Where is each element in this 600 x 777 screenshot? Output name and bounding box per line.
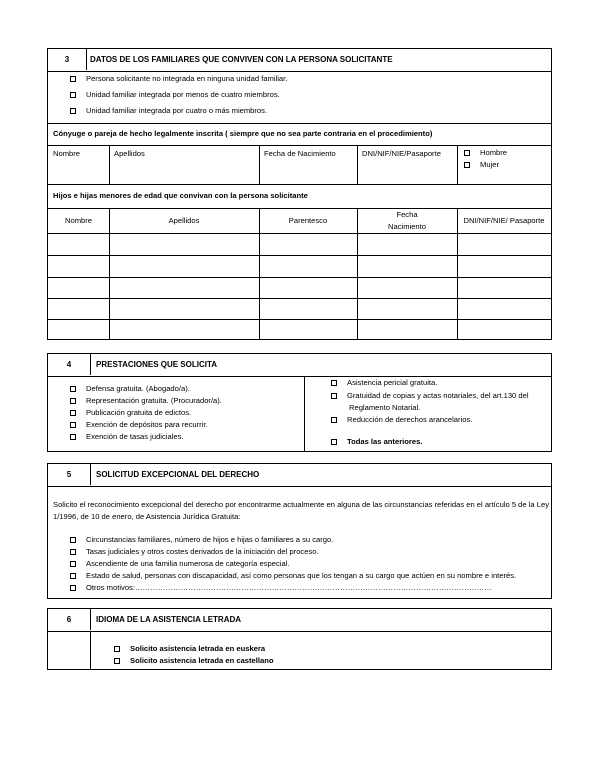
checkbox[interactable] [70, 434, 76, 440]
option-pericial[interactable]: Asistencia pericial gratuita. [331, 378, 437, 387]
checkbox[interactable] [70, 92, 76, 98]
section-number: 3 [48, 49, 87, 70]
section-title: DATOS DE LOS FAMILIARES QUE CONVIVEN CON LA PERSONA SOLICITANTE [90, 55, 393, 64]
option-no-family[interactable]: Persona solicitante no integrada en ninguna unidad familiar. [70, 74, 287, 83]
section-5-intro-1: Solicito el reconocimiento excepcional del derecho por encontrarme actualmente en alguna de las circunstancias referidas en el artículo 5 de la Ley [53, 500, 549, 509]
option-salud[interactable]: Estado de salud, personas con discapacidad, así como personas que los tengan a su cargo que actúen en su nombre e interés. [70, 571, 516, 580]
children-col-fecha: Fecha Nacimiento [388, 210, 426, 231]
section-title: IDIOMA DE LA ASISTENCIA LETRADA [96, 615, 242, 624]
option-tasas-costes[interactable]: Tasas judiciales y otros costes derivados de la iniciación del proceso. [70, 547, 319, 556]
checkbox[interactable] [70, 108, 76, 114]
section-4-header [48, 354, 551, 377]
option-depositos[interactable]: Exención de depósitos para recurrir. [70, 420, 208, 429]
checkbox[interactable] [70, 76, 76, 82]
checkbox[interactable] [70, 561, 76, 567]
option-defensa[interactable]: Defensa gratuita. (Abogado/a). [70, 384, 190, 393]
section-number: 5 [48, 464, 91, 485]
section-5-intro-2: 1/1996, de 10 de enero, de Asistencia Jurídica Gratuita: [53, 512, 241, 521]
section-title: PRESTACIONES QUE SOLICITA [96, 360, 218, 369]
checkbox[interactable] [70, 537, 76, 543]
checkbox[interactable] [114, 646, 120, 652]
option-four-more[interactable]: Unidad familiar integrada por cuatro o más miembros. [70, 106, 267, 115]
children-col-nombre: Nombre [64, 216, 92, 225]
option-mujer[interactable]: Mujer [464, 160, 499, 169]
checkbox[interactable] [70, 386, 76, 392]
option-copias[interactable]: Gratuidad de copias y actas notariales, del art.130 del [331, 391, 529, 400]
children-col-dni: DNI/NIF/NIE/ Pasaporte [463, 216, 545, 225]
option-circunstancias[interactable]: Circunstancias familiares, número de hijos e hijas o familiares a su cargo. [70, 535, 333, 544]
checkbox[interactable] [70, 585, 76, 591]
section-3 [47, 48, 552, 340]
option-familia-numerosa[interactable]: Ascendiente de una familia numerosa de categoría especial. [70, 559, 289, 568]
checkbox[interactable] [464, 162, 470, 168]
checkbox[interactable] [70, 422, 76, 428]
children-heading: Hijos e hijas menores de edad que convivan con la persona solicitante [53, 191, 308, 200]
section-6-header [48, 609, 551, 632]
section-6 [47, 608, 552, 670]
section-3-header [48, 49, 551, 72]
section-number: 4 [48, 354, 91, 375]
checkbox[interactable] [331, 417, 337, 423]
checkbox[interactable] [114, 658, 120, 664]
option-reduccion[interactable]: Reducción de derechos arancelarios. [331, 415, 472, 424]
spouse-heading: Cónyuge o pareja de hecho legalmente inscrita ( siempre que no sea parte contraria en el procedimiento) [53, 129, 433, 138]
section-title: SOLICITUD EXCEPCIONAL DEL DERECHO [96, 470, 260, 479]
checkbox[interactable] [331, 380, 337, 386]
spouse-col-nombre: Nombre [53, 149, 81, 158]
option-tasas[interactable]: Exención de tasas judiciales. [70, 432, 184, 441]
children-col-apellidos: Apellidos [168, 216, 200, 225]
checkbox[interactable] [331, 393, 337, 399]
checkbox[interactable] [70, 573, 76, 579]
option-copias-cont: Reglamento Notarial. [349, 403, 421, 412]
section-5-header [48, 464, 551, 487]
spouse-col-apellidos: Apellidos [114, 149, 145, 158]
option-otros[interactable]: Otros motivos:…………………………………………………………………………………………………………………………… [70, 583, 492, 592]
option-euskera[interactable]: Solicito asistencia letrada en euskera [114, 644, 265, 653]
checkbox[interactable] [464, 150, 470, 156]
checkbox[interactable] [70, 549, 76, 555]
spouse-col-dni: DNI/NIF/NIE/Pasaporte [362, 149, 441, 158]
checkbox[interactable] [331, 439, 337, 445]
option-less-four[interactable]: Unidad familiar integrada por menos de cuatro miembros. [70, 90, 280, 99]
option-todas[interactable]: Todas las anteriores. [331, 437, 422, 446]
spouse-col-fecha: Fecha de Nacimiento [264, 149, 336, 158]
children-col-parentesco: Parentesco [288, 216, 328, 225]
option-edictos[interactable]: Publicación gratuita de edictos. [70, 408, 191, 417]
checkbox[interactable] [70, 398, 76, 404]
section-number: 6 [48, 609, 91, 630]
checkbox[interactable] [70, 410, 76, 416]
option-hombre[interactable]: Hombre [464, 148, 507, 157]
section-5 [47, 463, 552, 599]
option-castellano[interactable]: Solicito asistencia letrada en castellano [114, 656, 274, 665]
section-4 [47, 353, 552, 452]
option-representacion[interactable]: Representación gratuita. (Procurador/a). [70, 396, 222, 405]
